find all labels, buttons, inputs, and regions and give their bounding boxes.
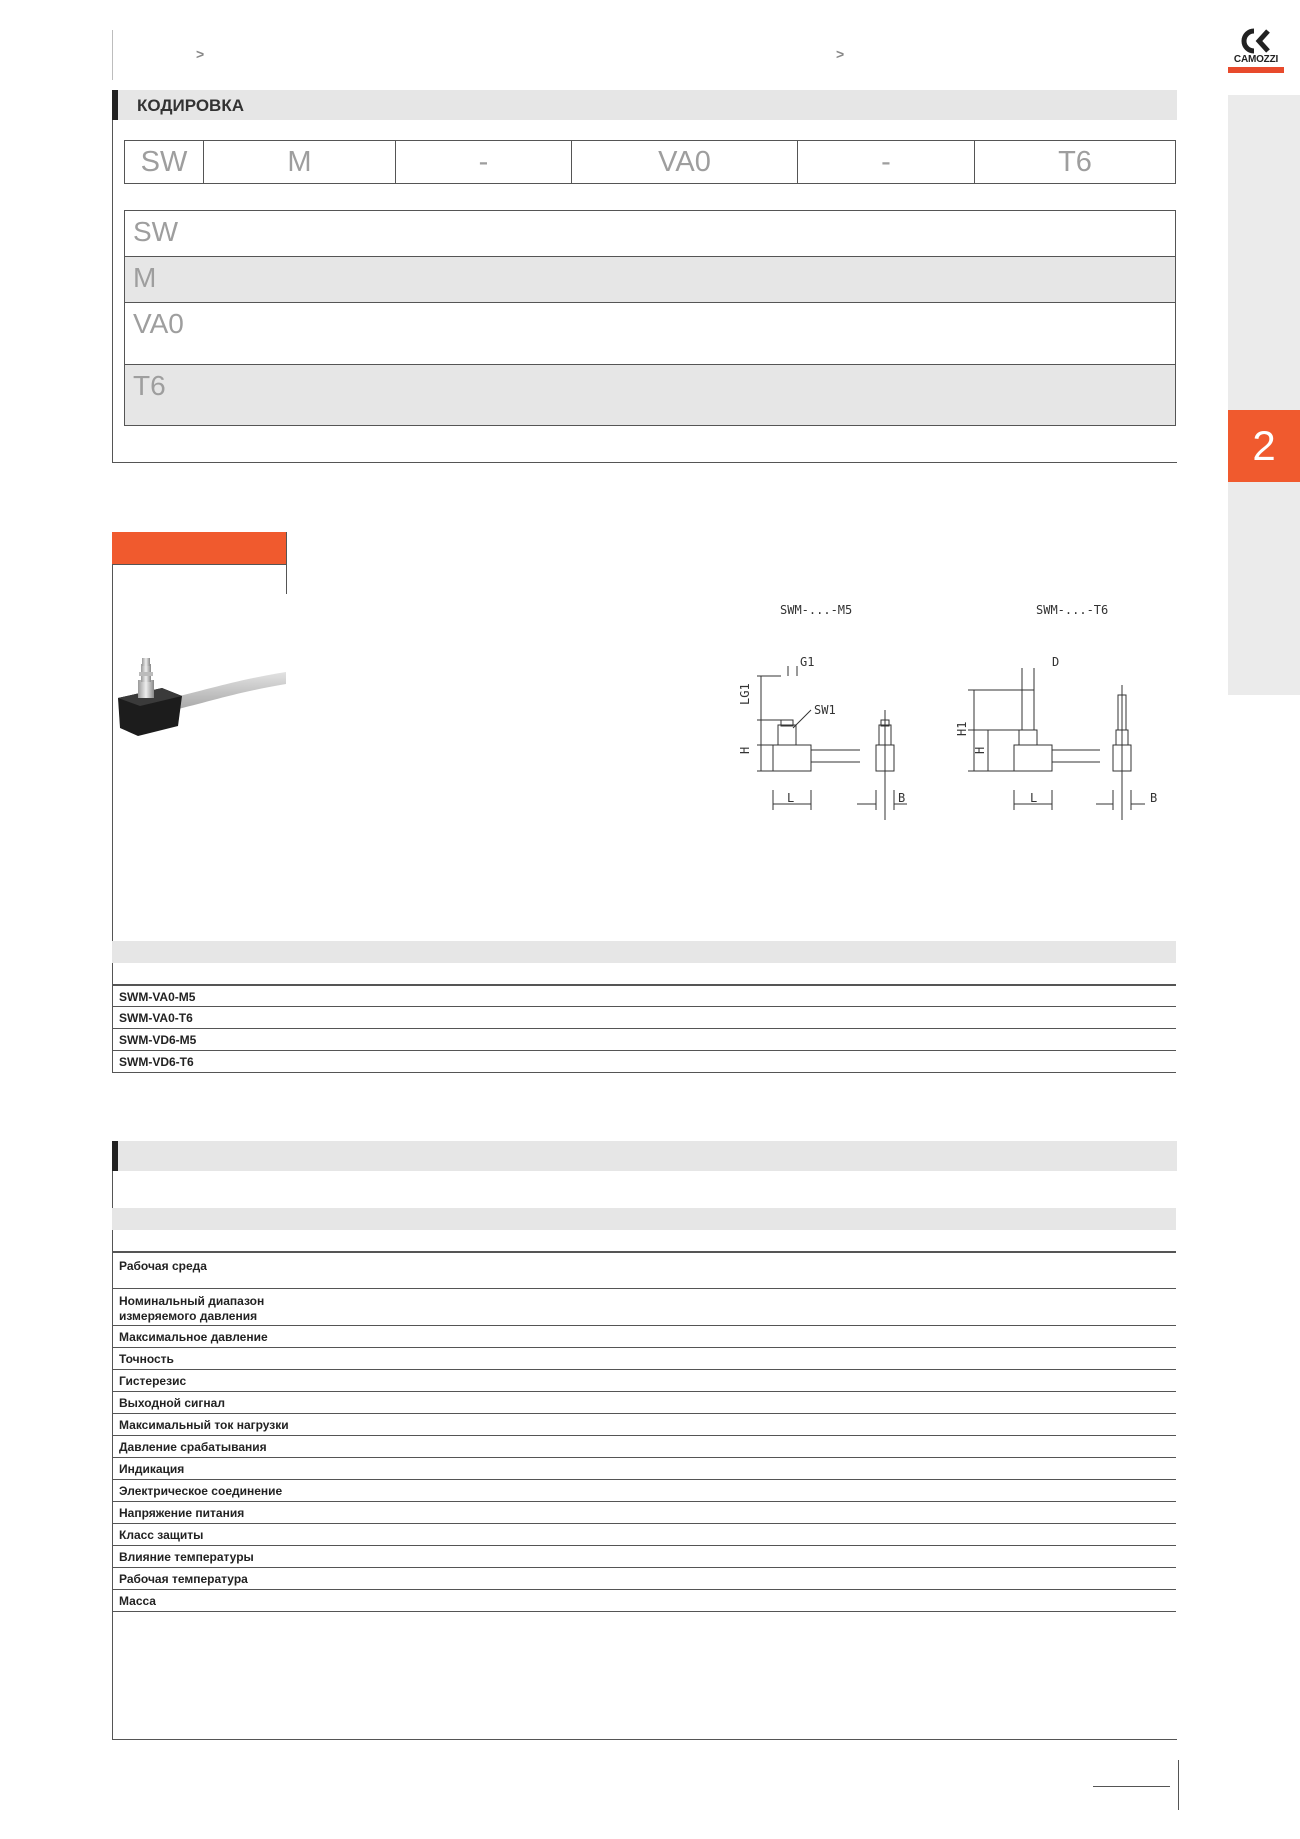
dim-label: SW1 (814, 703, 836, 717)
drawing-caption: SWM-...-T6 (1036, 603, 1109, 617)
spec-row (112, 1568, 1176, 1590)
spec-row (112, 1546, 1176, 1568)
coding-table (124, 210, 1176, 426)
chapter-tab[interactable]: 2 (1228, 410, 1300, 482)
coding-title: КОДИРОВКА (137, 96, 244, 115)
spec-row (112, 1436, 1176, 1458)
spec-label: Максимальный ток нагрузки (119, 1418, 289, 1432)
dim-label: B (898, 791, 906, 805)
model-code: SWM-VD6-M5 (119, 1033, 197, 1047)
spec-label: Точность (119, 1352, 174, 1366)
spec-row (112, 1502, 1176, 1524)
coding-key: SW (133, 216, 179, 247)
side-tab-background (1228, 95, 1300, 695)
table-subheader (112, 1230, 1176, 1252)
spec-row (112, 1289, 1176, 1326)
coding-row (125, 211, 1175, 257)
table-row (112, 1007, 1176, 1029)
spec-row (112, 1414, 1176, 1436)
technical-drawing-m5 (735, 650, 935, 820)
coding-section-header (112, 90, 1177, 120)
camozzi-logo-icon (1238, 28, 1272, 54)
coding-row (125, 365, 1175, 425)
pressure-switch-photo (116, 650, 286, 740)
table-header (112, 941, 1176, 963)
spec-label: Выходной сигнал (119, 1396, 225, 1410)
dim-label: LG1 (738, 683, 752, 705)
table-row (112, 985, 1176, 1007)
model-code: SWM-VA0-T6 (119, 1011, 193, 1025)
dim-label: B (1150, 791, 1158, 805)
brand-name: CAMOZZI (1233, 54, 1279, 65)
models-table (112, 941, 1176, 1073)
coding-key: VA0 (133, 308, 184, 339)
coding-key: T6 (133, 370, 166, 401)
product-tab-border (112, 564, 286, 565)
spec-row (112, 1392, 1176, 1414)
model-code: SWM-VD6-T6 (119, 1055, 194, 1069)
product-tab (112, 532, 286, 564)
spec-row (112, 1370, 1176, 1392)
spec-label: Масса (119, 1594, 156, 1608)
dim-label: H1 (955, 721, 969, 736)
header-divider (112, 30, 113, 80)
table-header (112, 1208, 1176, 1230)
coding-key: M (133, 262, 157, 293)
spec-label: Индикация (119, 1462, 185, 1476)
spec-label: Класс защиты (119, 1528, 204, 1542)
section-marker (112, 1141, 118, 1171)
spec-label: Электрическое соединение (119, 1484, 283, 1498)
spec-label: Напряжение питания (119, 1506, 245, 1520)
footer-line (1093, 1786, 1170, 1787)
coding-row (125, 303, 1175, 365)
spec-label: Влияние температуры (119, 1550, 254, 1564)
product-tab-border (286, 532, 287, 594)
breadcrumb-separator: > (836, 46, 845, 62)
spec-row (112, 1348, 1176, 1370)
coding-strip (124, 140, 1176, 184)
spec-row (112, 1480, 1176, 1502)
spec-label: Рабочая среда (119, 1259, 207, 1273)
dim-label: H (738, 746, 752, 754)
technical-drawing-t6 (950, 650, 1170, 820)
spec-label: Максимальное давление (119, 1330, 268, 1344)
coding-strip-cell: - (798, 141, 975, 183)
footer-divider (1178, 1760, 1179, 1810)
spec-label: Номинальный диапазон измеряемого давления (119, 1294, 265, 1323)
spec-label: Давление срабатывания (119, 1440, 267, 1454)
specs-section-header (112, 1141, 1177, 1171)
table-row (112, 1051, 1176, 1073)
spec-label: Рабочая температура (119, 1572, 248, 1586)
coding-strip-cell: - (396, 141, 572, 183)
camozzi-logo (1228, 28, 1284, 74)
dim-label: D (1052, 655, 1060, 669)
coding-strip-cell: T6 (1058, 145, 1092, 178)
dim-label: L (1030, 791, 1038, 805)
coding-strip-cell: M (204, 141, 396, 183)
spec-row (112, 1458, 1176, 1480)
dim-label: H (973, 746, 987, 754)
spec-row (112, 1252, 1176, 1289)
spec-label: Гистерезис (119, 1374, 187, 1388)
breadcrumb-separator: > (196, 46, 205, 62)
dim-label: G1 (800, 655, 815, 669)
spec-row (112, 1524, 1176, 1546)
coding-row (125, 257, 1175, 303)
specs-table (112, 1208, 1176, 1612)
model-code: SWM-VA0-M5 (119, 990, 196, 1004)
coding-strip-cell: SW (125, 141, 204, 183)
table-row (112, 1029, 1176, 1051)
dim-label: L (787, 791, 795, 805)
table-subheader (112, 963, 1176, 985)
section-marker (112, 90, 118, 120)
brand-bar (1228, 67, 1284, 73)
drawing-caption: SWM-...-M5 (780, 603, 853, 617)
spec-row (112, 1326, 1176, 1348)
coding-strip-cell: VA0 (572, 141, 798, 183)
spec-row (112, 1590, 1176, 1612)
